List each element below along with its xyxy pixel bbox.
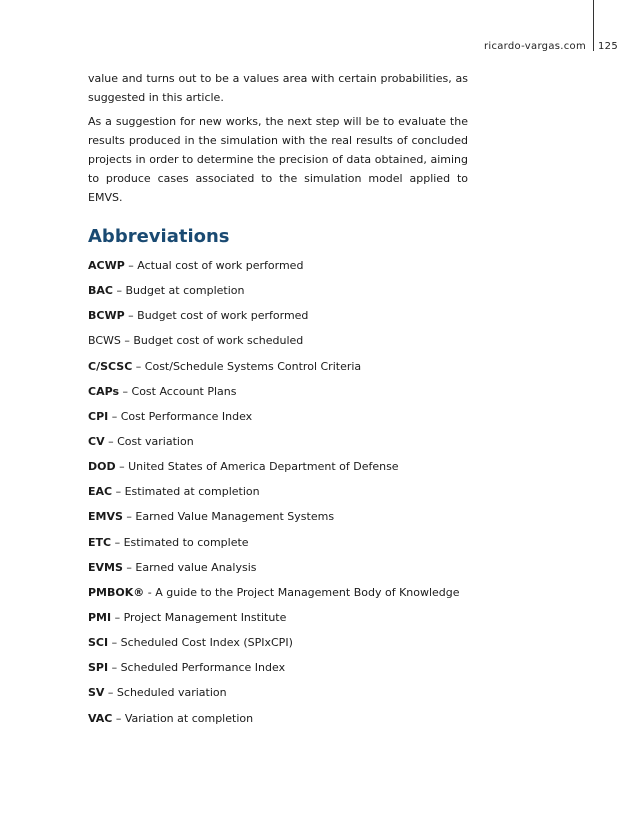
abbreviation-item	[88, 610, 468, 625]
abbreviation-term: CPI	[88, 409, 109, 423]
abbreviation-term: EAC	[88, 485, 113, 499]
abbreviation-definition: – Project Management Institute	[111, 610, 287, 624]
abbreviation-term: BAC	[88, 284, 113, 298]
abbreviation-item	[88, 434, 468, 449]
abbreviation-term: SV	[88, 686, 105, 700]
abbreviation-item	[88, 635, 468, 650]
header-site-name: ricardo-vargas.com	[483, 40, 586, 52]
abbreviation-definition: – Earned value Analysis	[122, 560, 257, 574]
abbreviation-definition: – Scheduled Cost Index (SPIxCPI)	[108, 636, 293, 650]
abbreviation-term: C/SCSC	[88, 359, 133, 373]
abbreviation-definition: – Budget at completion	[112, 284, 245, 298]
abbreviation-item	[88, 660, 468, 675]
abbreviation-item	[88, 258, 468, 273]
abbreviation-term: SCI	[88, 636, 109, 650]
abbreviation-term: PMBOK®	[88, 585, 145, 599]
abbreviation-term: EMVS	[88, 510, 123, 524]
section-title: Abbreviations	[88, 226, 230, 247]
abbreviation-definition: – Cost Performance Index	[108, 409, 253, 423]
abbreviation-item	[88, 711, 468, 726]
abbreviation-term: DOD	[88, 460, 116, 474]
abbreviation-definition: – Scheduled Performance Index	[108, 661, 286, 675]
body-paragraph: value and turns out to be a values area with certain probabilities, as suggested in this article.	[88, 72, 468, 104]
abbreviation-definition: – Cost Account Plans	[119, 384, 237, 398]
abbreviation-item	[88, 685, 468, 700]
abbreviation-term: ETC	[88, 535, 112, 549]
abbreviation-term: CV	[88, 434, 105, 448]
abbreviation-definition: – Estimated to complete	[111, 535, 249, 549]
page-body	[88, 69, 468, 736]
abbreviation-definition: – Cost variation	[104, 434, 194, 448]
abbreviation-definition: BCWS – Budget cost of work scheduled	[88, 334, 304, 348]
abbreviation-term: EVMS	[88, 560, 123, 574]
abbreviation-term: SPI	[88, 661, 109, 675]
abbreviation-term: BCWP	[88, 309, 125, 323]
abbreviation-item	[88, 308, 468, 323]
abbreviation-list	[88, 258, 468, 726]
abbreviation-item	[88, 484, 468, 499]
abbreviation-item	[88, 509, 468, 524]
abbreviation-item	[88, 333, 468, 348]
abbreviation-definition: – Estimated at completion	[112, 485, 260, 499]
abbreviation-definition: - A guide to the Project Management Body of Knowledge	[144, 585, 460, 599]
abbreviation-term: VAC	[88, 711, 113, 725]
page-header	[484, 36, 618, 56]
page-number: 125	[598, 40, 618, 52]
abbreviation-definition: – United States of America Department of Defense	[115, 460, 399, 474]
abbreviation-definition: – Variation at completion	[112, 711, 254, 725]
abbreviation-definition: – Actual cost of work performed	[124, 259, 304, 272]
abbreviation-item	[88, 409, 468, 424]
abbreviation-item	[88, 359, 468, 374]
abbreviation-item	[88, 283, 468, 298]
abbreviation-term: CAPs	[88, 384, 120, 398]
abbreviation-term: ACWP	[88, 259, 125, 272]
body-paragraph: As a suggestion for new works, the next step will be to evaluate the results produced in the simulation with the real results of concluded projects in order to determine the precision of data obtained, aiming to produce cases associated to the simulation model applied to EMVS.	[88, 115, 468, 204]
abbreviation-item	[88, 459, 468, 474]
abbreviation-definition: – Cost/Schedule Systems Control Criteria	[132, 359, 362, 373]
abbreviation-item	[88, 585, 468, 600]
abbreviation-definition: – Scheduled variation	[104, 686, 227, 700]
abbreviation-definition: – Budget cost of work performed	[124, 309, 309, 323]
abbreviation-item	[88, 560, 468, 575]
abbreviation-item	[88, 535, 468, 550]
abbreviation-term: PMI	[88, 610, 112, 624]
abbreviation-item	[88, 384, 468, 399]
abbreviation-definition: – Earned Value Management Systems	[122, 510, 335, 524]
